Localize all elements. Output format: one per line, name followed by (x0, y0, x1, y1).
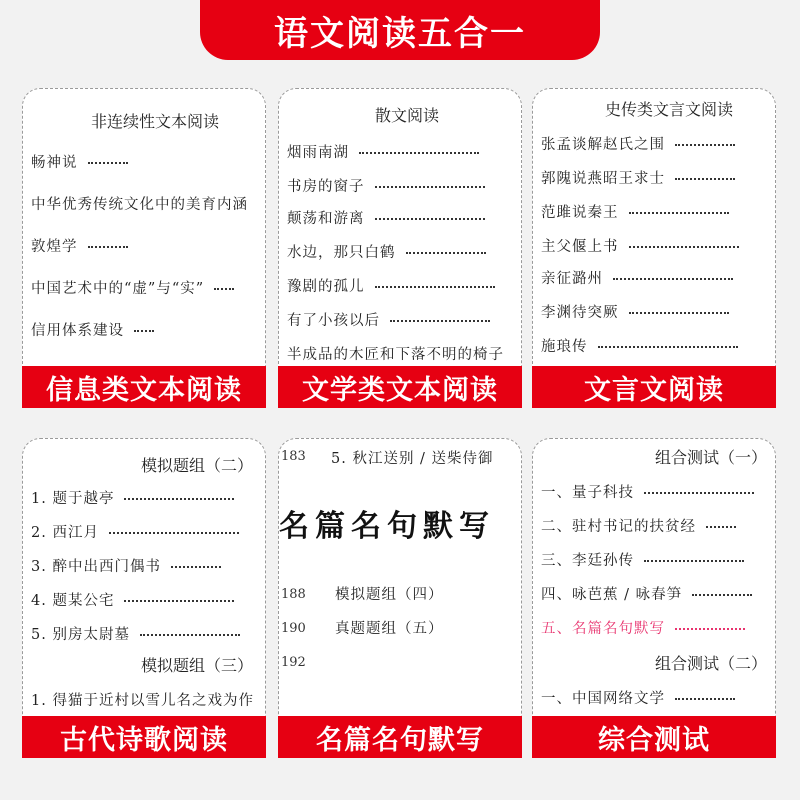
top-banner (200, 0, 600, 60)
list-item: 施琅传 (541, 335, 738, 356)
list-item: 四、咏芭蕉 / 咏春笋 (541, 583, 752, 604)
list-item: 2. 西江月 (31, 521, 239, 542)
list-item: 一、量子科技 (541, 481, 754, 502)
page-number: 188 (281, 587, 306, 602)
list-item: 5. 秋江送别 / 送柴侍御 (331, 451, 494, 467)
list-item: 三、李廷孙传 (541, 549, 744, 570)
card-heading: 散文阅读 (375, 106, 440, 125)
list-item: 亲征潞州 (541, 267, 733, 288)
list-item: 李渊待突厥 (541, 301, 729, 322)
list-item: 一、中国网络文学 (541, 687, 735, 708)
list-item: 4. 题某公宅 (31, 589, 234, 610)
list-item: 1. 得猫于近村以雪儿名之戏为作 (31, 693, 254, 709)
list-item: 范雎说秦王 (541, 201, 729, 222)
list-item: 真题题组（五） (335, 621, 444, 637)
list-item: 主父偃上书 (541, 235, 739, 256)
list-item: 中华优秀传统文化中的美育内涵 (31, 197, 248, 213)
list-item: 信用体系建设 (31, 319, 154, 340)
list-item: 畅神说 (31, 151, 128, 172)
page-number: 192 (281, 655, 306, 670)
list-item: 5. 别房太尉墓 (31, 623, 240, 644)
list-item: 二、驻村书记的扶贫经 (541, 515, 736, 536)
list-item: 半成品的木匠和下落不明的椅子 (287, 347, 504, 363)
list-item: 郭隗说燕昭王求士 (541, 167, 735, 188)
category-label-famous: 名篇名句默写 (278, 716, 522, 758)
category-label-literature: 文学类文本阅读 (278, 366, 522, 408)
list-item-highlighted: 五、名篇名句默写 (541, 617, 745, 638)
card-info (22, 88, 266, 408)
card-heading: 史传类文言文阅读 (605, 100, 734, 119)
list-item: 1. 题于越亭 (31, 487, 234, 508)
section-title: 名篇名句默写 (279, 509, 495, 544)
list-item: 3. 醉中出西门偶书 (31, 555, 221, 576)
list-item: 张孟谈解赵氏之围 (541, 133, 735, 154)
list-item: 书房的窗子 (287, 175, 485, 196)
category-label-classical: 文言文阅读 (532, 366, 776, 408)
list-item: 有了小孩以后 (287, 309, 490, 330)
list-item: 颠荡和游离 (287, 207, 485, 228)
card-heading: 非连续性文本阅读 (91, 112, 220, 131)
category-label-info: 信息类文本阅读 (22, 366, 266, 408)
card-comprehensive (532, 438, 776, 756)
card-classical (532, 88, 776, 408)
page-number: 183 (281, 449, 306, 464)
category-label-poetry: 古代诗歌阅读 (22, 716, 266, 758)
page-number: 190 (281, 621, 306, 636)
list-item: 烟雨南湖 (287, 141, 479, 162)
list-item: 中国艺术中的“虚”与“实” (31, 277, 234, 298)
card-heading: 模拟题组（二） (141, 456, 254, 475)
banner-title: 语文阅读五合一 (274, 13, 526, 54)
list-item: 敦煌学 (31, 235, 128, 256)
card-literature (278, 88, 522, 408)
card-heading: 模拟题组（三） (141, 656, 254, 675)
list-item: 水边，那只白鹤 (287, 241, 486, 262)
card-poetry (22, 438, 266, 756)
card-heading: 组合测试（一） (655, 448, 768, 467)
category-label-comprehensive: 综合测试 (532, 716, 776, 758)
card-heading: 组合测试（二） (655, 654, 768, 673)
card-famous (278, 438, 522, 756)
list-item: 豫剧的孤儿 (287, 275, 495, 296)
list-item: 模拟题组（四） (335, 587, 444, 603)
